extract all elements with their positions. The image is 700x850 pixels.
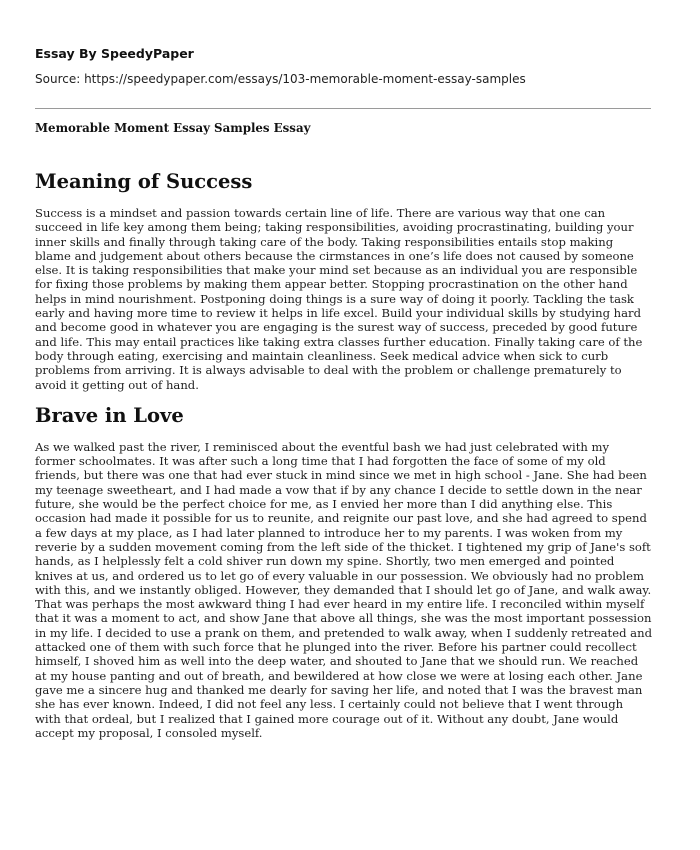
section-body-brave: As we walked past the river, I reminisced about the eventful bash we had just celebrated with my former schoolmates. It was after such a long time that I had forgotten the face of some of my old friends, but there was one that had ever stuck in mind since we met in high school - Jane. She had been my teenage sweetheart, and I had made a vow that if by any chance I decide to settle down in the near future, she would be the perfect choice for me, as I envied her more than I did anything else. This occasion had made it possible for us to reunite, and reignite our past love, and she had agreed to spend a few days at my place, as I had later planned to introduce her to my parents. I was woken from my reverie by a sudden movement coming from the left side of the thicket. I tightened my grip of Jane's soft hands, as I helplessly felt a cold shiver run down my spine. Shortly, two men emerged and pointed knives at us, and ordered us to let go of every valuable in our possession. We obviously had no problem with this, and we instantly obliged. However, they demanded that I should let go of Jane, and walk away. That was perhaps the most awkward thing I had ever heard in my entire life. I reconciled within myself that it was a moment to act, and show Jane that above all things, she was the most important possession in my life. I decided to use a prank on them, and pretended to walk away, when I suddenly retreated and attacked one of them with such force that he plunged into the river. Before his partner could recollect himself, I shoved him as well into the deep water, and shouted to Jane that we should run. We reached at my house panting and out of breath, and bewildered at how close we were at losing each other. Jane gave me a sincere hug and thanked me dearly for saving her life, and noted that I was the bravest man she has ever known. Indeed, I did not feel any less. I certainly could not believe that I went through with that ordeal, but I realized that I gained more courage out of it. Without any doubt, Jane would accept my proposal, I consoled myself. [35,439,652,740]
section-heading-success: Meaning of Success [35,170,253,193]
document-title: Memorable Moment Essay Samples Essay [35,121,311,135]
brand-title: Essay By SpeedyPaper [35,46,194,61]
source-line: Source: https://speedypaper.com/essays/103-memorable-moment-essay-samples [35,72,526,86]
section-heading-brave: Brave in Love [35,403,184,427]
essay-content [35,168,652,740]
header-divider [35,108,651,109]
section-body-success: Success is a mindset and passion towards certain line of life. There are various way that one can succeed in life key among them being; taking responsibilities, avoiding procrastinating, building your inner skills and finally through taking care of the body. Taking responsibilities entails stop making blame and judgement about others because the cirmstances in one’s life does not caused by someone else. It is taking responsibilities that make your mind set because as an individual you are responsible for fixing those problems by making them appear better. Stopping procrastination on the other hand helps in mind nourishment. Postponing doing things is a sure way of doing it poorly. Tackling the task early and having more time to review it helps in life excel. Build your individual skills by studying hard and become good in whatever you are engaging is the surest way of success, preceded by good future and life. This may entail practices like taking extra classes further education. Finally taking care of the body through eating, exercising and maintain cleanliness. Seek medical advice when sick to curb problems from arriving. It is always advisable to deal with the problem or challenge prematurely to avoid it getting out of hand. [35,206,643,392]
